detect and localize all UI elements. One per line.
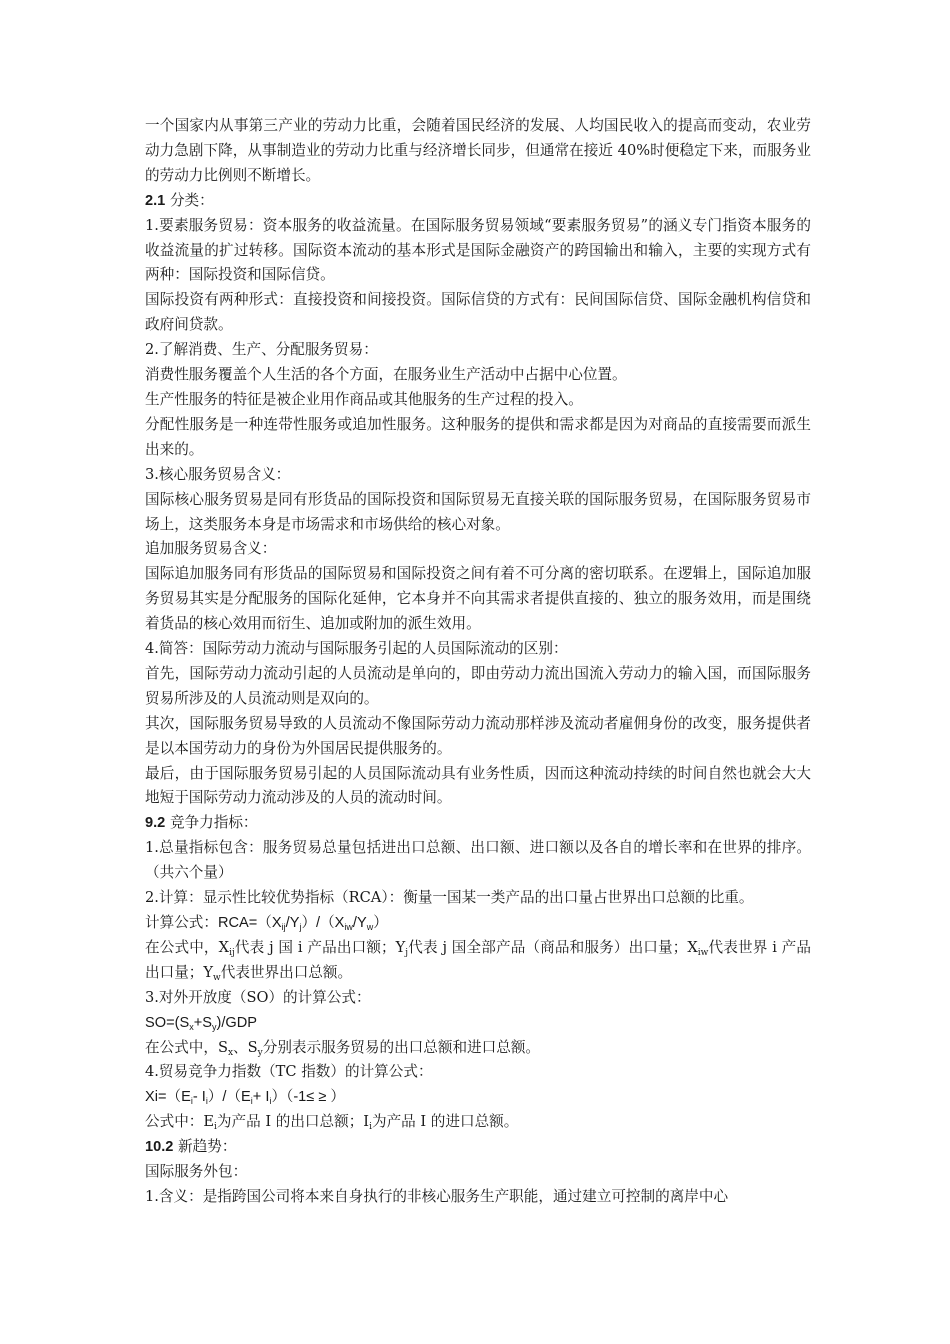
paragraph: 国际服务外包： bbox=[145, 1163, 248, 1181]
formula-text: SO=(S bbox=[145, 1014, 190, 1031]
subscript: x bbox=[189, 1021, 194, 1032]
text: 公式中：E bbox=[145, 1113, 215, 1131]
section-title: 分类： bbox=[169, 191, 214, 209]
section-number: 2.1 bbox=[145, 192, 166, 209]
formula-text: 计算公式：RCA=（X bbox=[145, 915, 282, 931]
subscript: j bbox=[405, 947, 409, 958]
paragraph: 首先，国际劳动力流动引起的人员流动是单向的，即由劳动力流出国流入劳动力的输入国，而国际服务贸易所涉及的人员流动则是双向的。 bbox=[145, 664, 811, 707]
text: 代表 j 国 i 产品出口额；Y bbox=[234, 938, 406, 956]
formula-text: Xi=（E bbox=[145, 1089, 191, 1106]
paragraph: 1.要素服务贸易：资本服务的收益流量。在国际服务贸易领域“要素服务贸易”的涵义专门指资本服务的收益流量的扩过转移。国际资本流动的基本形式是国际金融资产的跨国输出和输入，主要的实现方式有两种：国际投资和国际信贷。 bbox=[145, 216, 811, 284]
paragraph: 2.计算：显示性比较优势指标（RCA）：衡量一国某一类产品的出口量占世界出口总额的比重。 bbox=[145, 889, 754, 907]
paragraph: 4.贸易竞争力指数（TC 指数）的计算公式： bbox=[145, 1063, 433, 1081]
subscript: i bbox=[250, 1096, 253, 1107]
subscript: iw bbox=[697, 947, 709, 958]
subscript: i bbox=[369, 1122, 372, 1133]
paragraph: 国际核心服务贸易是同有形货品的国际投资和国际贸易无直接关联的国际服务贸易，在国际服务贸易市场上，这类服务本身是市场需求和市场供给的核心对象。 bbox=[145, 490, 811, 533]
text: 代表世界 i 产品出口量；Y bbox=[145, 938, 811, 981]
paragraph: 1.含义：是指跨国公司将本来自身执行的非核心服务生产职能，通过建立可控制的离岸中心 bbox=[145, 1187, 729, 1205]
section-title: 竞争力指标： bbox=[169, 814, 258, 832]
subscript: w bbox=[213, 972, 221, 983]
paragraph: 其次，国际服务贸易导致的人员流动不像国际劳动力流动那样涉及流动者雇佣身份的改变，服务提供者是以本国劳动力的身份为外国居民提供服务的。 bbox=[145, 714, 811, 757]
formula-text: /Y bbox=[352, 915, 367, 931]
subscript: y bbox=[211, 1021, 217, 1032]
tc-description bbox=[145, 1110, 811, 1135]
subscript: i bbox=[269, 1096, 272, 1107]
section-title: 新趋势： bbox=[178, 1138, 237, 1156]
formula-text: ）（-1≤ ≥ ） bbox=[271, 1089, 346, 1106]
paragraph: 4.简答：国际劳动力流动与国际服务引起的人员国际流动的区别： bbox=[145, 640, 568, 658]
so-description bbox=[145, 1036, 811, 1061]
paragraph: 一个国家内从事第三产业的劳动力比重，会随着国民经济的发展、人均国民收入的提高而变动，农业劳动力急剧下降，从事制造业的劳动力比重与经济增长同步，但通常在接近 40%时便稳定下来，而服务业的劳动力比例则不断增长。 bbox=[145, 117, 811, 184]
paragraph: 消费性服务覆盖个人生活的各个方面，在服务业生产活动中占据中心位置。 bbox=[145, 366, 627, 384]
rca-description bbox=[145, 936, 811, 986]
text: 代表 j 国全部产品（商品和服务）出口量；X bbox=[408, 938, 698, 956]
paragraph: 生产性服务的特征是被企业用作商品或其他服务的生产过程的投入。 bbox=[145, 390, 583, 408]
section-heading-2-1 bbox=[145, 189, 811, 214]
formula-text: ） bbox=[373, 915, 388, 931]
text: 在公式中，S bbox=[145, 1038, 228, 1056]
text: 、S bbox=[233, 1038, 258, 1056]
paragraph: 1.总量指标包含：服务贸易总量包括进出口总额、出口额、进口额以及各自的增长率和在世界的排序。（共六个量） bbox=[145, 839, 811, 882]
section-number: 10.2 bbox=[145, 1139, 174, 1156]
subscript: i bbox=[214, 1122, 217, 1133]
paragraph: 国际追加服务同有形货品的国际贸易和国际投资之间有着不可分离的密切联系。在逻辑上，国际追加服务贸易其实是分配服务的国际化延伸，它本身并不向其需求者提供直接的、独立的服务效用，而是围绕着货品的核心效用而衍生、追加或附加的派生效用。 bbox=[145, 565, 811, 633]
subscript: i bbox=[190, 1096, 193, 1107]
paragraph: 最后，由于国际服务贸易引起的人员国际流动具有业务性质，因而这种流动持续的时间自然也就会大大地短于国际劳动力流动涉及的人员的流动时间。 bbox=[145, 764, 811, 807]
section-heading-10-2 bbox=[145, 1135, 811, 1160]
subscript: ij bbox=[281, 922, 286, 932]
paragraph: 分配性服务是一种连带性服务或追加性服务。这种服务的提供和需求都是因为对商品的直接需要而派生出来的。 bbox=[145, 415, 811, 458]
text: 分别表示服务贸易的出口总额和进口总额。 bbox=[262, 1038, 541, 1056]
document-page bbox=[145, 114, 811, 1210]
text: 为产品 I 的出口总额；I bbox=[216, 1113, 370, 1131]
formula-text: + I bbox=[252, 1089, 270, 1106]
paragraph: 2.了解消费、生产、分配服务贸易： bbox=[145, 341, 378, 359]
tc-formula bbox=[145, 1085, 811, 1110]
paragraph: 3.核心服务贸易含义： bbox=[145, 465, 291, 483]
formula-text: )/GDP bbox=[216, 1014, 258, 1031]
subscript: w bbox=[366, 922, 374, 932]
text: 为产品 I 的进口总额。 bbox=[371, 1113, 519, 1131]
formula-text: +S bbox=[193, 1014, 212, 1031]
formula-text: ）/（E bbox=[207, 1089, 251, 1106]
formula-text: ）/（X bbox=[301, 915, 345, 931]
text: 在公式中，X bbox=[145, 938, 230, 956]
subscript: x bbox=[227, 1047, 234, 1058]
section-heading-9-2 bbox=[145, 811, 811, 836]
section-number: 9.2 bbox=[145, 815, 166, 832]
text: 代表世界出口总额。 bbox=[220, 963, 353, 981]
paragraph: 国际投资有两种形式：直接投资和间接投资。国际信贷的方式有：民间国际信贷、国际金融机构信贷和政府间贷款。 bbox=[145, 291, 811, 334]
subscript: iw bbox=[344, 922, 353, 932]
formula-text: /Y bbox=[285, 915, 300, 931]
rca-formula bbox=[145, 911, 811, 936]
paragraph: 3.对外开放度（SO）的计算公式： bbox=[145, 988, 371, 1006]
formula-text: - I bbox=[192, 1089, 206, 1106]
subscript: ij bbox=[229, 947, 235, 958]
subscript: y bbox=[257, 1047, 263, 1058]
subscript: j bbox=[299, 922, 302, 932]
subscript: i bbox=[205, 1096, 208, 1107]
paragraph: 追加服务贸易含义： bbox=[145, 540, 277, 558]
so-formula bbox=[145, 1011, 811, 1036]
